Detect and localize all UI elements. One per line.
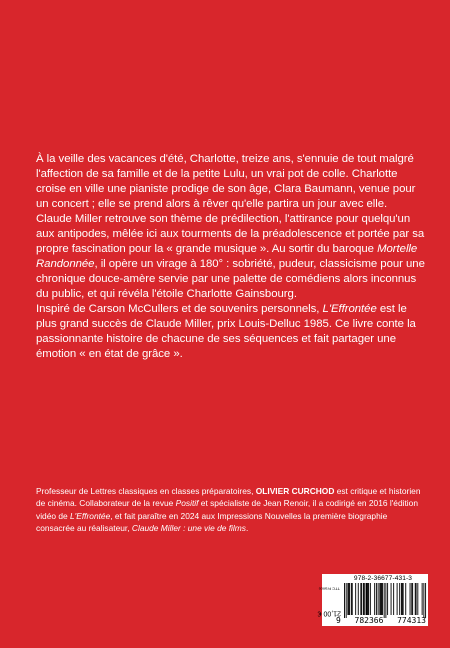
author-bio-paragraph: [36, 485, 428, 535]
barcode-bar: [401, 583, 402, 615]
bio-text: et spécialiste de Jean Renoir, il a codirigé en 2016 l'édition vidéo de: [36, 498, 418, 521]
barcode-bar: [364, 583, 365, 615]
barcode-bar: [376, 583, 377, 615]
barcode-bar: [415, 583, 416, 615]
blurb-text: est le plus grand succès de Claude Miller, prix Louis-Delluc 1985. Ce livre conte la passionnante histoire de chacune de ses séquences et fait partager une émotion « en état de grâce ».: [36, 303, 416, 360]
barcode-bar: [374, 583, 375, 615]
barcode-digit-first: 9: [336, 616, 341, 625]
barcode-bar: [416, 583, 417, 615]
barcode-bar: [385, 583, 386, 618]
barcode-bar: [370, 583, 371, 615]
price-label: [317, 578, 341, 624]
blurb-paragraph-3: [36, 302, 428, 362]
barcode-bar: [366, 583, 367, 615]
barcode-bar: [425, 583, 426, 618]
blurb-text: Inspiré de Carson McCullers et de souvenirs personnels,: [36, 303, 323, 315]
barcode-bar: [381, 583, 382, 615]
back-cover-blurb: [36, 152, 428, 362]
ean-barcode-icon: [336, 583, 426, 618]
barcode-bar: [367, 583, 368, 615]
film-title-italic: L'Effrontée: [322, 303, 377, 315]
barcode-bar: [422, 583, 423, 615]
barcode-bar: [352, 583, 353, 615]
barcode-bar: [349, 583, 350, 615]
barcode-bar: [366, 583, 367, 615]
barcode-bar: [346, 583, 347, 618]
barcode-bar: [397, 583, 398, 615]
film-title-italic: Mortelle Randonnée: [36, 243, 418, 270]
isbn-number: 978-2-36677-431-3: [353, 575, 413, 582]
barcode-bar: [402, 583, 403, 615]
price-suffix: TTC France: [318, 586, 340, 592]
barcode-bar: [423, 583, 424, 618]
barcode-digits-right: 774313: [397, 616, 426, 625]
barcode-bar: [384, 583, 385, 618]
barcode-digits-left: 782366: [354, 616, 384, 625]
barcode-bar: [405, 583, 406, 615]
price-value: 21,00 €: [317, 609, 341, 617]
author-name: OLIVIER CURCHOD: [255, 486, 335, 496]
barcode-bar: [348, 583, 349, 615]
barcode-bar: [412, 583, 413, 615]
barcode-bar: [361, 583, 362, 615]
blurb-text: , il opère un virage à 180° : sobriété, pudeur, classicisme pour une chronique douce-amère servie par une palette de comédiens alors inconnus du public, et qui révéla l'étoile Charlotte Gainsbourg.: [36, 258, 425, 300]
barcode-bar: [417, 583, 418, 615]
barcode-bar: [410, 583, 411, 615]
blurb-paragraph-1: À la veille des vacances d'été, Charlotte, treize ans, s'ennuie de tout malgré l'affection de sa famille et de la petite Lulu, un vrai pot de colle. Charlotte croise en ville une pianiste prodige de son âge, Clara Baumann, venue pour un concert ; elle se prend alors à rêver qu'elle partira un jour avec elle.: [36, 153, 416, 210]
film-title-italic: L'Effrontée: [70, 510, 111, 521]
bio-text: est critique et historien de cinéma. Collaborateur de la revue: [36, 486, 421, 509]
barcode-bar: [368, 583, 369, 615]
barcode-bar: [387, 583, 388, 615]
barcode-bar: [411, 583, 412, 615]
barcode-bar: [378, 583, 379, 615]
barcode-bar: [399, 583, 400, 615]
magazine-title: Positif: [175, 498, 199, 509]
barcode-bar: [347, 583, 348, 615]
bio-text: , et fait paraître en 2024 aux Impressions Nouvelles la première biographie consacrée au réalisateur,: [36, 510, 388, 534]
barcode-bar: [358, 583, 359, 615]
barcode-bar: [344, 583, 345, 618]
barcode-bar: [351, 583, 352, 615]
barcode-bar: [391, 583, 392, 615]
blurb-text: Claude Miller retrouve son thème de prédilection, l'attirance pour quelqu'un aux antipodes, mêlée ici aux tourments de la préadolescence et portée par sa propre fascination pour la « grande musique ». Au sortir du baroque: [36, 213, 425, 255]
barcode-digits: [336, 616, 426, 625]
barcode-box: [317, 574, 428, 626]
barcode-bar: [393, 583, 394, 615]
blurb-paragraph-2: [36, 212, 428, 302]
author-bio: [36, 485, 428, 535]
barcode-bar: [363, 583, 364, 615]
bio-text: .: [245, 523, 249, 534]
barcode-bar: [379, 583, 380, 615]
barcode-bar: [360, 583, 361, 615]
barcode-bar: [355, 583, 356, 615]
barcode-bar: [380, 583, 381, 615]
bio-text: Professeur de Lettres classiques en classes préparatoires,: [36, 486, 256, 496]
book-title-italic: Claude Miller : une vie de films: [131, 523, 246, 534]
barcode-bar: [403, 583, 404, 615]
barcode-bar: [382, 583, 383, 615]
